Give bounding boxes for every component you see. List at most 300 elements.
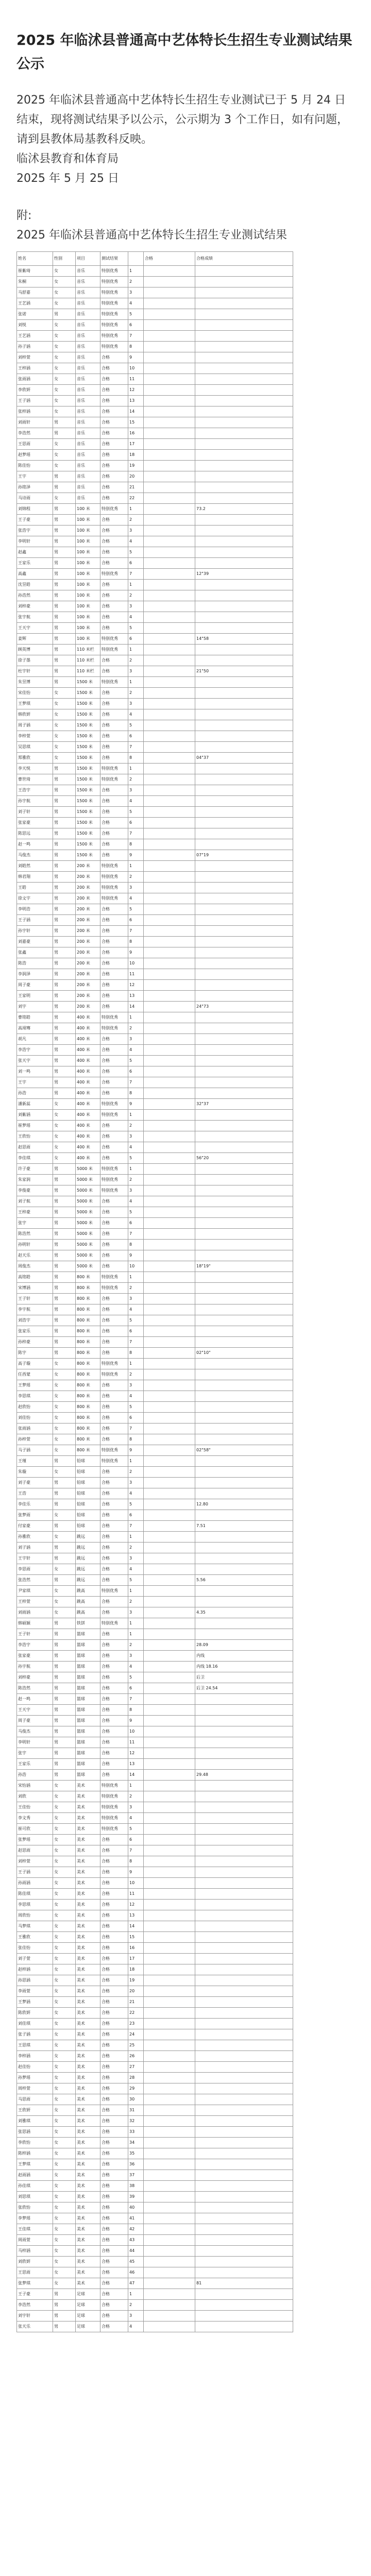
cell-result: 合格 — [100, 547, 128, 558]
table-row — [17, 1121, 293, 1131]
cell-gender: 女 — [53, 450, 76, 461]
cell-result: 合格 — [100, 731, 128, 742]
cell-event: 音乐 — [76, 352, 100, 363]
table-row — [17, 1434, 293, 1445]
cell-name: 曹铭皓 — [17, 1012, 53, 1023]
cell-rank: 3 — [128, 1294, 144, 1304]
cell-qualified-score — [195, 2192, 293, 2202]
cell-rank: 4 — [128, 1391, 144, 1402]
cell-qualified — [144, 1283, 195, 1294]
cell-result: 合格 — [100, 1964, 128, 1975]
cell-name: 刘浩宇 — [17, 1315, 53, 1326]
cell-result: 合格 — [100, 1856, 128, 1867]
cell-name: 王子豪 — [17, 2289, 53, 2300]
cell-qualified — [144, 558, 195, 569]
cell-name: 刘梓豪 — [17, 1672, 53, 1683]
cell-rank: 42 — [128, 2224, 144, 2235]
cell-rank: 21 — [128, 482, 144, 493]
cell-name: 刘佳怡 — [17, 1413, 53, 1423]
table-row — [17, 2040, 293, 2051]
cell-rank: 1 — [128, 2289, 144, 2300]
cell-rank: 1 — [128, 764, 144, 774]
table-row — [17, 1002, 293, 1012]
table-row — [17, 1250, 293, 1261]
cell-gender: 男 — [53, 1543, 76, 1553]
cell-qualified — [144, 1564, 195, 1575]
cell-gender: 男 — [53, 1304, 76, 1315]
cell-rank: 43 — [128, 2235, 144, 2246]
cell-name: 高铭皓 — [17, 1272, 53, 1283]
cell-result: 合格 — [100, 1478, 128, 1488]
cell-qualified-score — [195, 861, 293, 872]
table-row — [17, 2267, 293, 2278]
cell-gender: 男 — [53, 764, 76, 774]
cell-name: 刘紫涵 — [17, 1110, 53, 1121]
cell-gender: 男 — [53, 1164, 76, 1175]
cell-name: 王欣怡 — [17, 1131, 53, 1142]
cell-rank: 8 — [128, 342, 144, 352]
table-row — [17, 1315, 293, 1326]
cell-name: 王宇 — [17, 471, 53, 482]
cell-qualified — [144, 1369, 195, 1380]
cell-event: 美术 — [76, 2073, 100, 2083]
cell-rank: 20 — [128, 1986, 144, 1997]
cell-qualified-score — [195, 1791, 293, 1802]
cell-result: 特别优秀 — [100, 1185, 128, 1196]
cell-gender: 男 — [53, 1716, 76, 1726]
cell-event: 5000 米 — [76, 1250, 100, 1261]
cell-qualified — [144, 1413, 195, 1423]
cell-qualified — [144, 1207, 195, 1218]
cell-qualified — [144, 1954, 195, 1964]
cell-rank: 38 — [128, 2181, 144, 2192]
cell-gender: 男 — [53, 1012, 76, 1023]
cell-result: 合格 — [100, 1835, 128, 1845]
cell-gender: 女 — [53, 1845, 76, 1856]
cell-qualified-score — [195, 1900, 293, 1910]
cell-rank: 2 — [128, 1597, 144, 1607]
cell-gender: 男 — [53, 645, 76, 655]
cell-event: 美术 — [76, 1921, 100, 1932]
cell-name: 刘梓萱 — [17, 1856, 53, 1867]
cell-result: 合格 — [100, 2257, 128, 2267]
cell-name: 李欣怡 — [17, 2138, 53, 2148]
cell-gender: 女 — [53, 2127, 76, 2138]
cell-name: 宋怡涵 — [17, 1781, 53, 1791]
cell-qualified-score — [195, 536, 293, 547]
cell-qualified-score: 24"73 — [195, 1002, 293, 1012]
cell-qualified — [144, 385, 195, 396]
table-row — [17, 1045, 293, 1056]
cell-name: 崔可欣 — [17, 1824, 53, 1835]
cell-qualified-score — [195, 1921, 293, 1932]
cell-result: 合格 — [100, 1954, 128, 1964]
cell-qualified — [144, 1121, 195, 1131]
table-row — [17, 266, 293, 277]
table-row — [17, 2192, 293, 2202]
cell-result: 特别优秀 — [100, 1110, 128, 1121]
cell-qualified-score — [195, 1997, 293, 2008]
cell-event: 美术 — [76, 1878, 100, 1889]
cell-qualified-score — [195, 1910, 293, 1921]
cell-event: 100 米 — [76, 569, 100, 580]
cell-result: 特别优秀 — [100, 287, 128, 298]
table-row — [17, 428, 293, 439]
cell-qualified-score — [195, 1478, 293, 1488]
cell-gender: 男 — [53, 1066, 76, 1077]
cell-qualified-score — [195, 396, 293, 406]
cell-gender: 男 — [53, 947, 76, 958]
cell-qualified-score — [195, 688, 293, 699]
header-name: 姓名 — [17, 252, 53, 266]
table-row — [17, 1975, 293, 1986]
cell-qualified-score — [195, 785, 293, 796]
table-row — [17, 482, 293, 493]
cell-qualified-score — [195, 2062, 293, 2073]
header-event: 项目 — [76, 252, 100, 266]
cell-rank: 2 — [128, 872, 144, 883]
cell-qualified — [144, 1153, 195, 1164]
cell-result: 合格 — [100, 2127, 128, 2138]
cell-name: 李欣妍 — [17, 385, 53, 396]
cell-qualified — [144, 266, 195, 277]
cell-qualified-score — [195, 417, 293, 428]
cell-rank: 6 — [128, 1066, 144, 1077]
cell-event: 5000 米 — [76, 1164, 100, 1175]
cell-gender: 男 — [53, 1672, 76, 1683]
cell-qualified — [144, 580, 195, 590]
cell-qualified — [144, 1553, 195, 1564]
cell-qualified-score — [195, 2257, 293, 2267]
cell-qualified-score — [195, 1975, 293, 1986]
cell-result: 合格 — [100, 1121, 128, 1131]
cell-event: 200 米 — [76, 926, 100, 937]
cell-event: 美术 — [76, 2181, 100, 2192]
cell-qualified — [144, 536, 195, 547]
cell-result: 合格 — [100, 2300, 128, 2311]
table-row — [17, 2224, 293, 2235]
cell-qualified — [144, 428, 195, 439]
cell-qualified — [144, 1921, 195, 1932]
cell-result: 合格 — [100, 807, 128, 818]
cell-qualified-score — [195, 1456, 293, 1467]
cell-event: 400 米 — [76, 1034, 100, 1045]
table-row — [17, 818, 293, 828]
cell-name: 刘子轩 — [17, 807, 53, 818]
cell-name: 赵天乐 — [17, 1250, 53, 1261]
cell-name: 刘悦 — [17, 320, 53, 331]
cell-name: 王梦涵 — [17, 1997, 53, 2008]
cell-event: 5000 米 — [76, 1218, 100, 1229]
cell-qualified — [144, 1467, 195, 1478]
table-row — [17, 547, 293, 558]
cell-gender: 男 — [53, 1640, 76, 1651]
cell-qualified-score — [195, 1543, 293, 1553]
cell-qualified-score — [195, 677, 293, 688]
table-row — [17, 569, 293, 580]
cell-rank: 23 — [128, 2019, 144, 2029]
cell-name: 张雨涵 — [17, 374, 53, 385]
cell-qualified-score — [195, 883, 293, 893]
cell-gender: 女 — [53, 2224, 76, 2235]
cell-result: 合格 — [100, 2159, 128, 2170]
cell-rank: 4 — [128, 298, 144, 309]
cell-gender: 女 — [53, 1413, 76, 1423]
cell-result: 合格 — [100, 818, 128, 828]
cell-event: 跳高 — [76, 1597, 100, 1607]
cell-qualified — [144, 482, 195, 493]
cell-name: 吴思琪 — [17, 742, 53, 753]
cell-event: 篮球 — [76, 1662, 100, 1672]
cell-result: 合格 — [100, 2019, 128, 2029]
cell-result: 特别优秀 — [100, 277, 128, 287]
table-row — [17, 590, 293, 601]
cell-name: 张子涵 — [17, 2029, 53, 2040]
cell-gender: 男 — [53, 309, 76, 320]
cell-gender: 男 — [53, 1088, 76, 1099]
cell-gender: 女 — [53, 709, 76, 720]
cell-qualified — [144, 2257, 195, 2267]
cell-rank: 4 — [128, 1142, 144, 1153]
cell-event: 篮球 — [76, 1683, 100, 1694]
cell-rank: 7 — [128, 1845, 144, 1856]
table-row — [17, 374, 293, 385]
cell-rank: 7 — [128, 1521, 144, 1532]
cell-qualified-score — [195, 374, 293, 385]
cell-event: 音乐 — [76, 374, 100, 385]
cell-gender: 男 — [53, 428, 76, 439]
cell-qualified-score — [195, 1856, 293, 1867]
cell-qualified — [144, 450, 195, 461]
cell-event: 美术 — [76, 1835, 100, 1845]
cell-rank: 7 — [128, 1077, 144, 1088]
cell-rank: 7 — [128, 1694, 144, 1705]
table-row — [17, 991, 293, 1002]
cell-gender: 男 — [53, 1683, 76, 1694]
cell-qualified-score: 04"37 — [195, 753, 293, 764]
cell-qualified — [144, 1218, 195, 1229]
cell-event: 篮球 — [76, 1737, 100, 1748]
cell-qualified-score — [195, 623, 293, 634]
cell-name: 付家豪 — [17, 1521, 53, 1532]
cell-qualified — [144, 612, 195, 623]
cell-name: 周子豪 — [17, 980, 53, 991]
cell-rank: 9 — [128, 1445, 144, 1456]
cell-name: 王思雨 — [17, 439, 53, 450]
cell-rank: 7 — [128, 331, 144, 342]
cell-rank: 11 — [128, 1737, 144, 1748]
cell-rank: 8 — [128, 1434, 144, 1445]
cell-rank: 3 — [128, 601, 144, 612]
cell-result: 合格 — [100, 461, 128, 471]
cell-rank: 44 — [128, 2246, 144, 2257]
cell-qualified-score — [195, 1564, 293, 1575]
cell-name: 郑雅欣 — [17, 753, 53, 764]
table-row — [17, 1207, 293, 1218]
cell-qualified — [144, 2224, 195, 2235]
cell-qualified — [144, 1002, 195, 1012]
cell-qualified — [144, 1597, 195, 1607]
cell-rank: 3 — [128, 1607, 144, 1618]
cell-rank: 24 — [128, 2029, 144, 2040]
cell-result: 合格 — [100, 406, 128, 417]
cell-result: 合格 — [100, 471, 128, 482]
cell-event: 音乐 — [76, 331, 100, 342]
cell-result: 特别优秀 — [100, 1445, 128, 1456]
header-result: 测试结果 — [100, 252, 128, 266]
cell-result: 合格 — [100, 1543, 128, 1553]
cell-gender: 女 — [53, 2148, 76, 2159]
cell-result: 合格 — [100, 2148, 128, 2159]
cell-result: 合格 — [100, 1402, 128, 1413]
cell-rank: 5 — [128, 1315, 144, 1326]
cell-event: 400 米 — [76, 1045, 100, 1056]
cell-qualified-score — [195, 1835, 293, 1845]
cell-name: 王宇轩 — [17, 1553, 53, 1564]
cell-name: 胡凡 — [17, 1034, 53, 1045]
cell-event: 美术 — [76, 2019, 100, 2029]
table-row — [17, 1099, 293, 1110]
cell-rank: 25 — [128, 2040, 144, 2051]
cell-result: 合格 — [100, 796, 128, 807]
cell-event: 400 米 — [76, 1023, 100, 1034]
table-row — [17, 937, 293, 947]
cell-result: 合格 — [100, 937, 128, 947]
table-row — [17, 1326, 293, 1337]
cell-rank: 18 — [128, 450, 144, 461]
cell-gender: 女 — [53, 342, 76, 352]
cell-gender: 女 — [53, 266, 76, 277]
cell-rank: 16 — [128, 1943, 144, 1954]
cell-name: 赵梦瑶 — [17, 450, 53, 461]
cell-event: 1500 米 — [76, 850, 100, 861]
cell-gender: 男 — [53, 1662, 76, 1672]
cell-qualified-score — [195, 969, 293, 980]
cell-result: 特别优秀 — [100, 774, 128, 785]
cell-rank: 1 — [128, 1164, 144, 1175]
cell-result: 合格 — [100, 1229, 128, 1240]
table-row — [17, 363, 293, 374]
cell-result: 合格 — [100, 1672, 128, 1683]
table-row — [17, 1423, 293, 1434]
table-row — [17, 2159, 293, 2170]
cell-gender: 男 — [53, 1553, 76, 1564]
cell-qualified-score — [195, 1510, 293, 1521]
cell-qualified-score: 4.35 — [195, 1607, 293, 1618]
table-row — [17, 904, 293, 915]
cell-qualified — [144, 1748, 195, 1759]
cell-qualified — [144, 1391, 195, 1402]
cell-gender: 男 — [53, 958, 76, 969]
table-row — [17, 1856, 293, 1867]
cell-rank: 12 — [128, 1900, 144, 1910]
cell-qualified-score — [195, 1196, 293, 1207]
cell-name: 王思雨 — [17, 2267, 53, 2278]
cell-event: 音乐 — [76, 309, 100, 320]
cell-qualified — [144, 926, 195, 937]
cell-event: 篮球 — [76, 1716, 100, 1726]
cell-name: 王浩宇 — [17, 785, 53, 796]
cell-rank: 4 — [128, 1304, 144, 1315]
table-row — [17, 1510, 293, 1521]
cell-qualified-score — [195, 558, 293, 569]
cell-rank: 7 — [128, 926, 144, 937]
cell-result: 特别优秀 — [100, 1272, 128, 1283]
cell-qualified — [144, 2148, 195, 2159]
cell-result: 特别优秀 — [100, 1813, 128, 1824]
cell-qualified — [144, 526, 195, 536]
cell-name: 王思琪 — [17, 2040, 53, 2051]
cell-rank: 5 — [128, 1672, 144, 1683]
cell-event: 美术 — [76, 2040, 100, 2051]
cell-rank: 2 — [128, 1175, 144, 1185]
cell-result: 合格 — [100, 1250, 128, 1261]
cell-gender: 女 — [53, 2159, 76, 2170]
table-row — [17, 2008, 293, 2019]
cell-result: 合格 — [100, 1607, 128, 1618]
table-row — [17, 396, 293, 406]
cell-gender: 男 — [53, 1478, 76, 1488]
cell-qualified-score: 内线 — [195, 1651, 293, 1662]
cell-qualified — [144, 2235, 195, 2246]
cell-qualified — [144, 1142, 195, 1153]
cell-qualified-score — [195, 1629, 293, 1640]
cell-qualified — [144, 1726, 195, 1737]
cell-result: 合格 — [100, 1423, 128, 1434]
cell-event: 110 米栏 — [76, 666, 100, 677]
cell-qualified — [144, 1077, 195, 1088]
cell-qualified — [144, 396, 195, 406]
table-row — [17, 764, 293, 774]
table-row — [17, 406, 293, 417]
table-row — [17, 1034, 293, 1045]
cell-rank: 6 — [128, 1683, 144, 1694]
table-row — [17, 1900, 293, 1910]
cell-rank: 15 — [128, 1932, 144, 1943]
cell-qualified — [144, 1705, 195, 1716]
cell-qualified — [144, 666, 195, 677]
cell-gender: 男 — [53, 1056, 76, 1066]
cell-rank: 9 — [128, 352, 144, 363]
table-row — [17, 1921, 293, 1932]
cell-event: 1500 米 — [76, 688, 100, 699]
table-body — [17, 266, 293, 2332]
table-row — [17, 1954, 293, 1964]
cell-qualified-score — [195, 947, 293, 958]
cell-rank: 1 — [128, 1618, 144, 1629]
cell-qualified — [144, 1499, 195, 1510]
cell-rank: 1 — [128, 1012, 144, 1023]
cell-event: 1500 米 — [76, 774, 100, 785]
cell-qualified — [144, 1640, 195, 1651]
cell-gender: 女 — [53, 2278, 76, 2289]
cell-event: 足球 — [76, 2300, 100, 2311]
cell-qualified-score — [195, 1359, 293, 1369]
cell-gender: 男 — [53, 2311, 76, 2321]
cell-event: 音乐 — [76, 298, 100, 309]
cell-result: 特别优秀 — [100, 1175, 128, 1185]
cell-gender: 男 — [53, 1575, 76, 1586]
cell-gender: 男 — [53, 417, 76, 428]
cell-result: 特别优秀 — [100, 1164, 128, 1175]
table-row — [17, 677, 293, 688]
cell-event: 100 米 — [76, 536, 100, 547]
table-row — [17, 2300, 293, 2311]
cell-event: 1500 米 — [76, 720, 100, 731]
cell-gender: 男 — [53, 774, 76, 785]
cell-result: 合格 — [100, 601, 128, 612]
table-row — [17, 2202, 293, 2213]
